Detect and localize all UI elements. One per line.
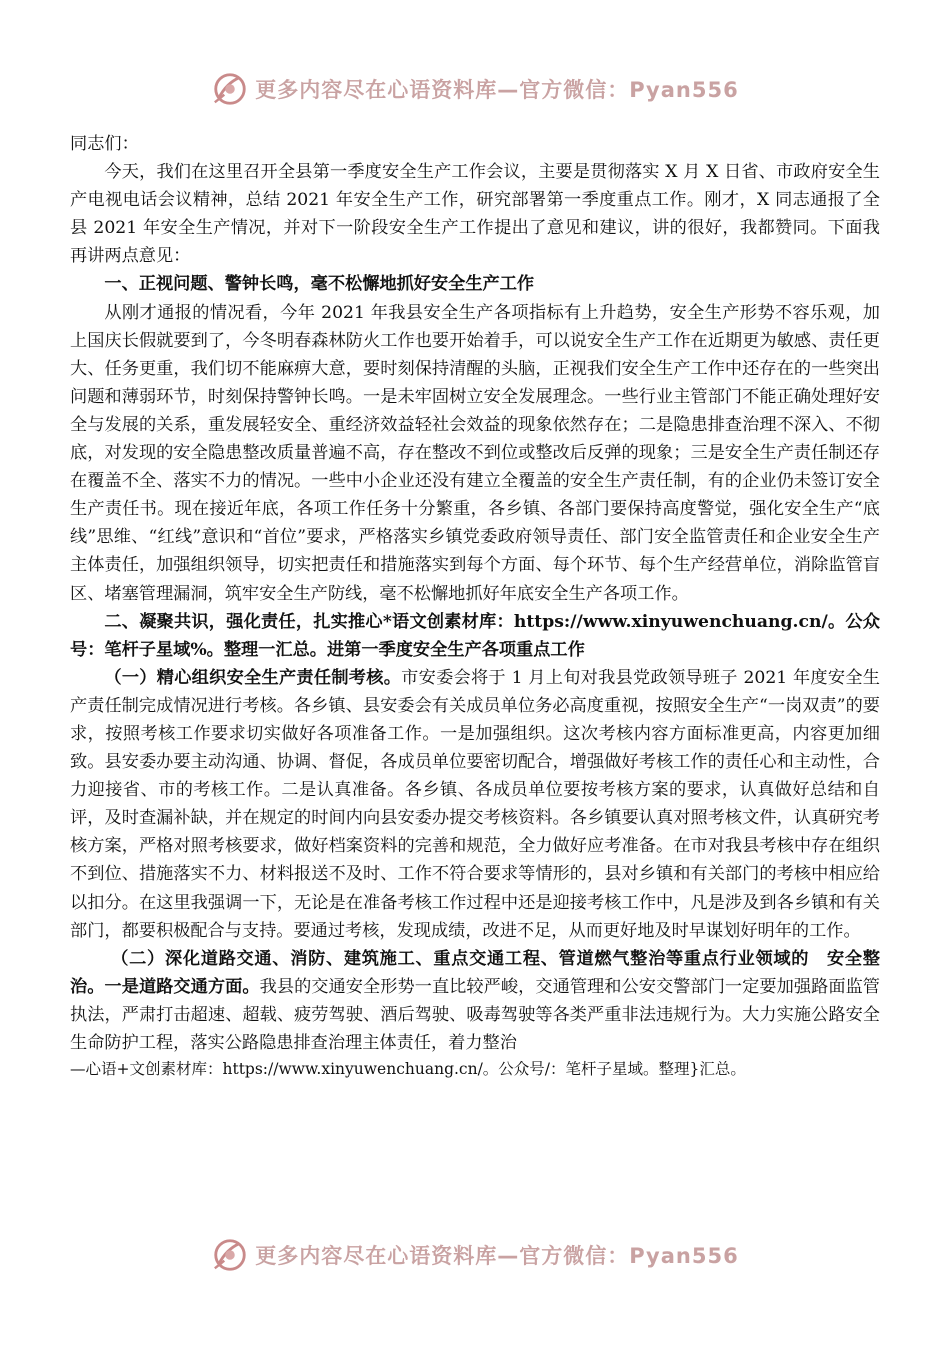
watermark-banner-bottom [0,1236,950,1274]
watermark-banner-top [0,70,950,108]
salutation: 同志们： [70,134,139,154]
subsection-2-body: 我县的交通安全形势一直比较严峻，交通管理和公安交警部门一定要加强路面监管执法，严肃打击超速、超载、疲劳驾驶、酒后驾驶、吸毒驾驶等各类严重非法违规行为。大力实施公路安全生命防护工程，落实公路隐患排查治理主体责任，着力整治 [70,976,880,1053]
flower-seal-logo [211,70,249,108]
section-1-heading: 一、正视问题、警钟长鸣，毫不松懈地抓好安全生产工作 [104,274,535,295]
intro-paragraph: 今天，我们在这里召开全县第一季度安全生产工作会议，主要是贯彻落实 X 月 X 日省、市政府安全生产电视电话会议精神，总结 2021 年安全生产工作，研究部署第一季度重点工作。刚才，X 同志通报了全县 2021 年安全生产情况，并对下一阶段安全生产工作提出了意见和建议，讲的很好，我都赞同。下面我再讲两点意见： [70,162,880,267]
section-2-heading: 二、凝聚共识，强化责任，扎实推心*语文创素材库：https://www.xinyuwenchuang.cn/。公众号：笔杆子星域%。整理一汇总。进第一季度安全生产各项重点工作 [70,611,880,660]
subsection-1-paragraph [70,664,880,945]
section-1-paragraph: 从刚才通报的情况看，今年 2021 年我县安全生产各项指标有上升趋势，安全生产形势不容乐观，加上国庆长假就要到了，今冬明春森林防火工作也要开始着手，可以说安全生产工作在近期更为敏感、责任更大、任务更重，我们切不能麻痹大意，要时刻保持清醒的头脑，正视我们安全生产工作中还存在的一些突出问题和薄弱环节，时刻保持警钟长鸣。一是未牢固树立安全发展理念。一些行业主管部门不能正确处理好安全与发展的关系，重发展轻安全、重经济效益轻社会效益的现象依然存在；二是隐患排查治理不深入、不彻底，对发现的安全隐患整改质量普遍不高，存在整改不到位或整改后反弹的现象；三是安全生产责任制还存在覆盖不全、落实不力的情况。一些中小企业还没有建立全覆盖的安全生产责任制，有的企业仍未签订安全生产责任书。现在接近年底，各项工作任务十分繁重，各乡镇、各部门要保持高度警觉，强化安全生产“底线”思维、“红线”意识和“首位”要求，严格落实乡镇党委政府领导责任、部门安全监管责任和企业安全生产主体责任，加强组织领导，切实把责任和措施落实到每个方面、每个环节、每个生产经营单位，消除监管盲区、堵塞管理漏洞，筑牢安全生产防线，毫不松懈地抓好年底安全生产各项工作。 [70,302,880,604]
document-body [70,130,880,1081]
subsection-2-title: （二）深化道路交通、消防、建筑施工、重点交通工程、管道燃气整治等重点行业领域的 安全整治。一是道路交通方面。 [70,948,880,997]
flower-seal-logo [211,1236,249,1274]
subsection-1-title: （一）精心组织安全生产责任制考核。 [104,667,402,688]
watermark-text: 更多内容尽在心语资料库—官方微信：Pyan556 [255,78,739,102]
subsection-1-body: 市安委会将于 1 月上旬对我县党政领导班子 2021 年度安全生产责任制完成情况进行考核。各乡镇、县安委会有关成员单位务必高度重视，按照安全生产“一岗双责”的要求，按照考核工作要求切实做好各项准备工作。一是加强组织。这次考核内容方面标准更高，内容更加细致。县安委办要主动沟通、协调、督促，各成员单位要密切配合，增强做好考核工作的责任心和主动性，合力迎接省、市的考核工作。二是认真准备。各乡镇、各成员单位要按考核方案的要求，认真做好总结和自评，及时查漏补缺，并在规定的时间内向县安委办提交考核资料。各乡镇要认真对照考核文件，认真研究考核方案，严格对照考核要求，做好档案资料的完善和规范，全力做好应考准备。在市对我县考核中存在组织不到位、措施落实不力、材料报送不及时、工作不符合要求等情形的，县对乡镇和有关部门的考核中相应给以扣分。在这里我强调一下，无论是在准备考核工作过程中还是迎接考核工作中，凡是涉及到各乡镇和有关部门，都要积极配合与支持。要通过考核，发现成绩，改进不足，从而更好地及时早谋划好明年的工作。 [70,667,880,941]
watermark-text: 更多内容尽在心语资料库—官方微信：Pyan556 [255,1244,739,1268]
footer-note: —心语+文创素材库：https://www.xinyuwenchuang.cn/。公众号/：笔杆子星域。整理}汇总。 [70,1060,746,1079]
subsection-2-paragraph [70,945,880,1057]
